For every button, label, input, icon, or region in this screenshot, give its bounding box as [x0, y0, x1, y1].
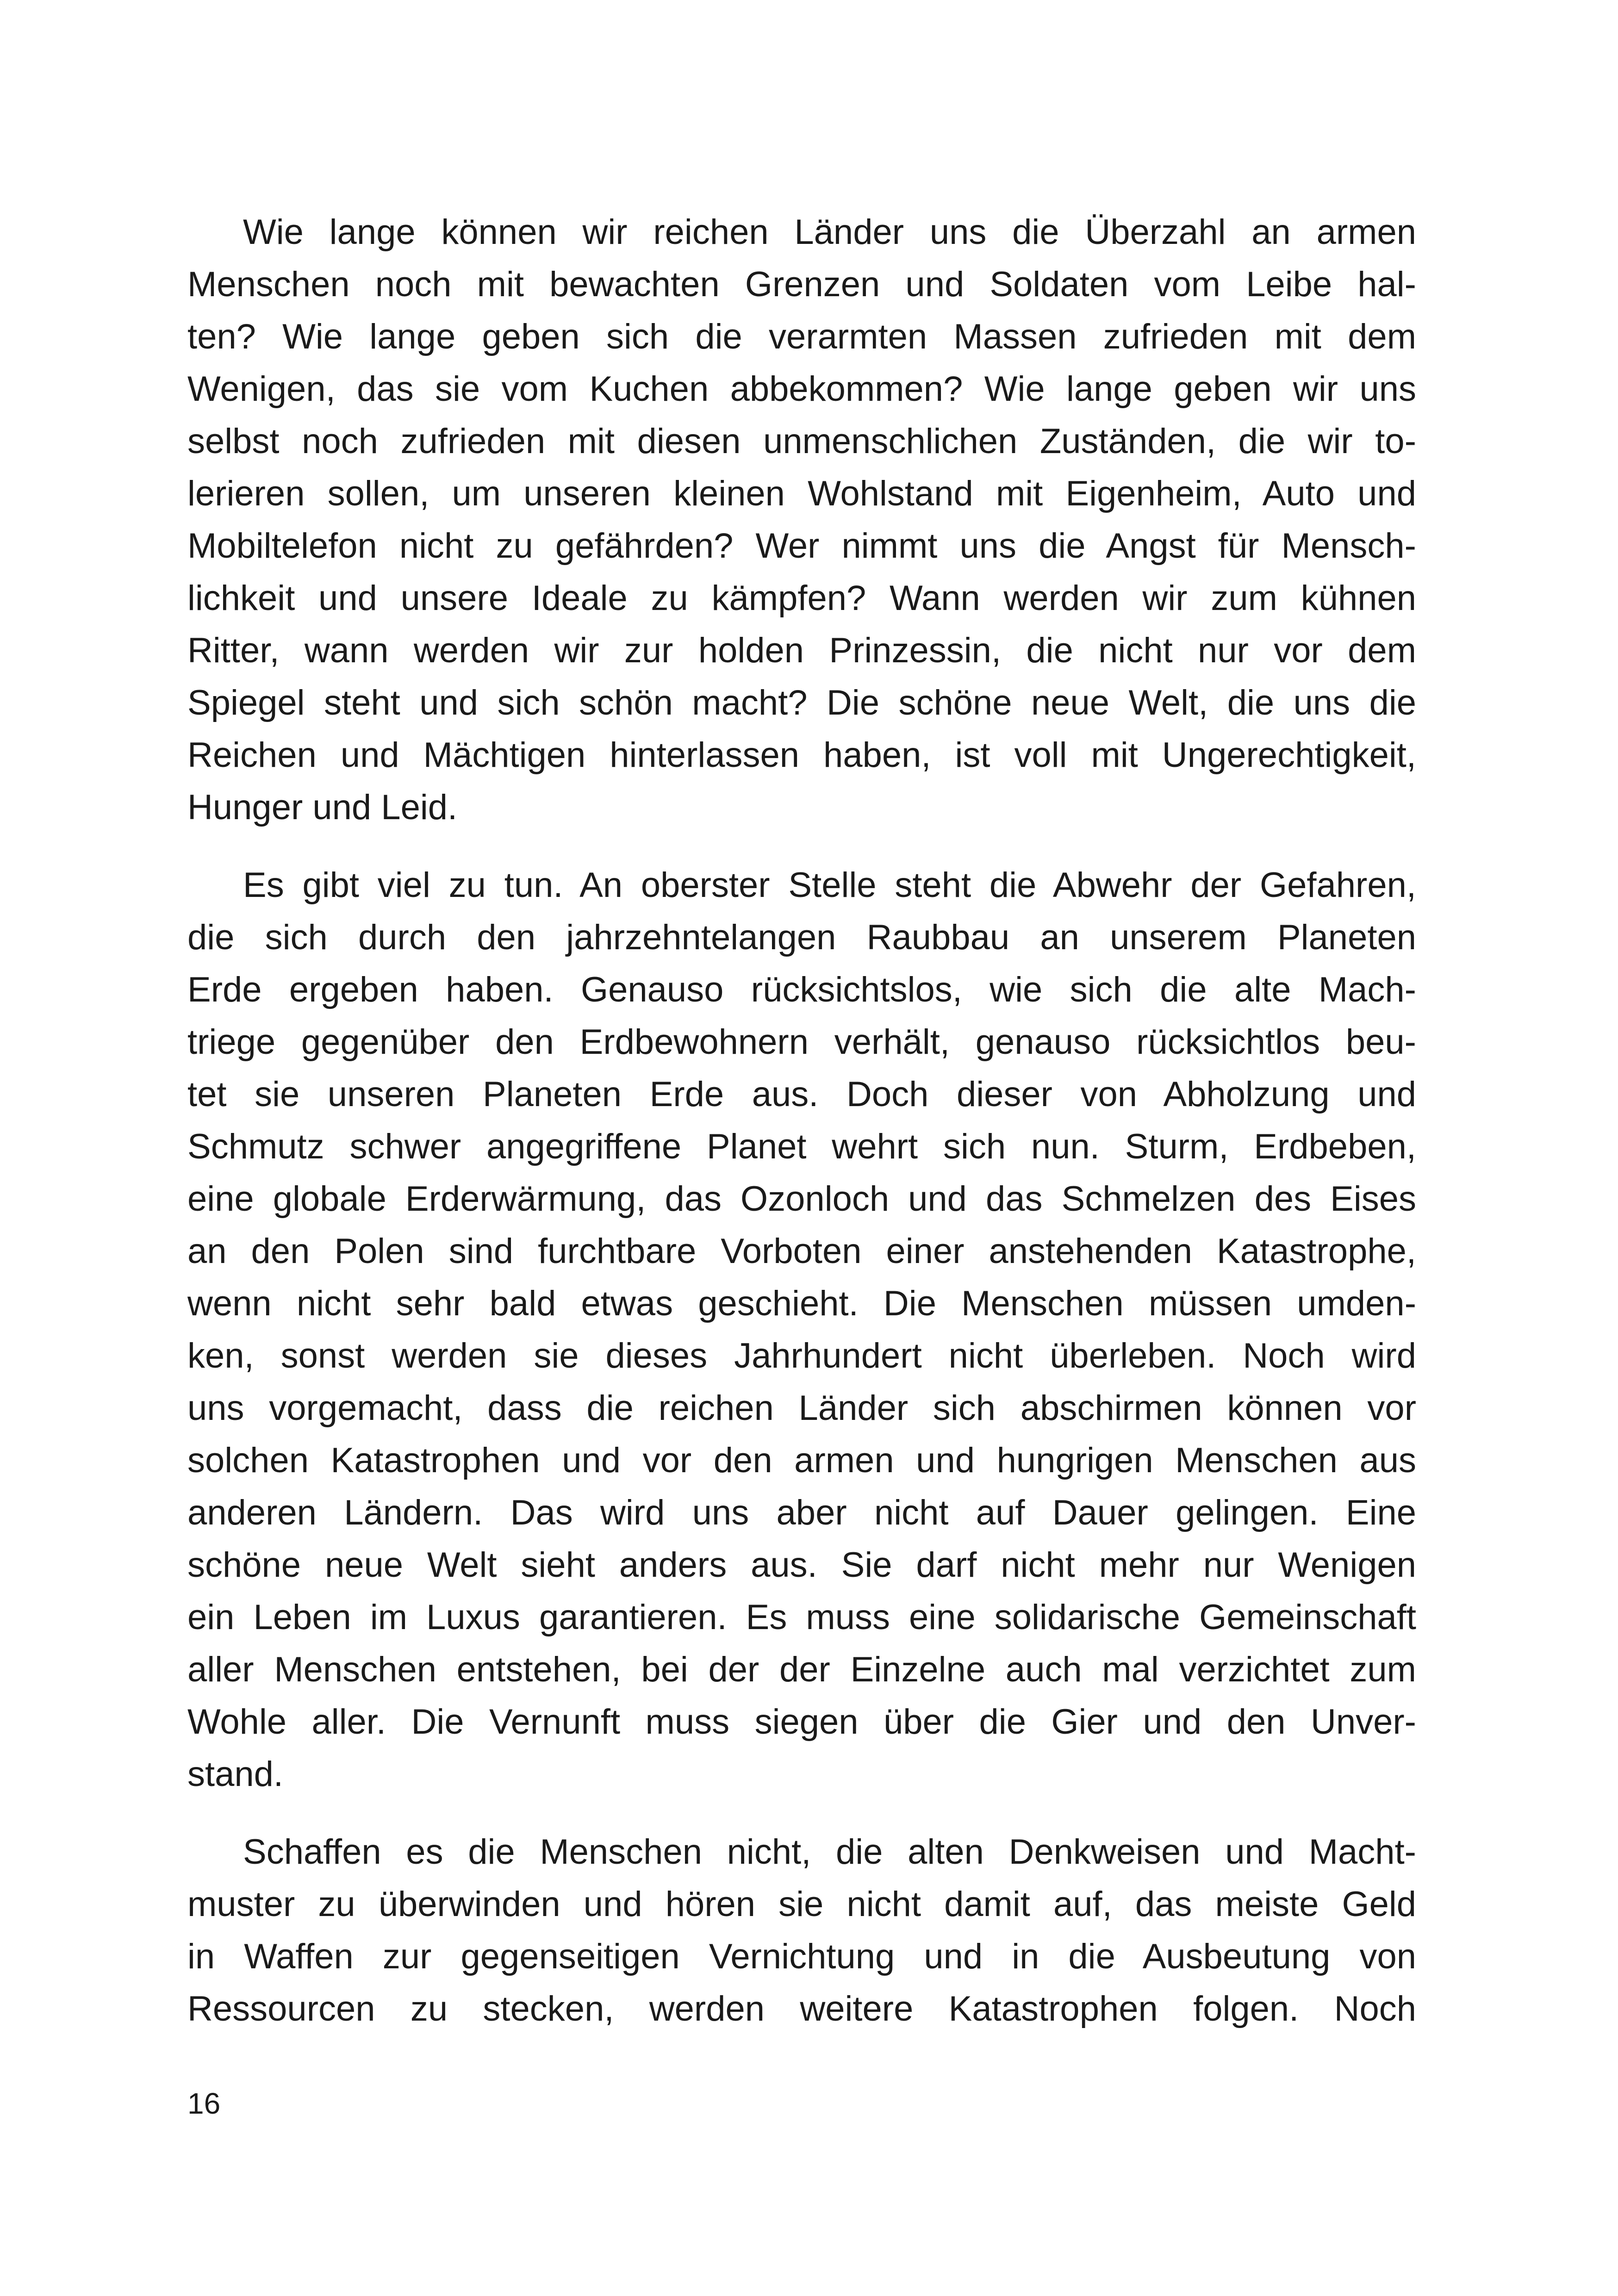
text-line: Menschen noch mit bewachten Grenzen und Soldaten vom Leibe hal- — [187, 265, 1416, 304]
paragraph — [187, 859, 1416, 1800]
text-line: Ritter, wann werden wir zur holden Prinzessin, die nicht nur vor dem — [187, 631, 1416, 670]
text-line: die sich durch den jahrzehntelangen Raubbau an unserem Planeten — [187, 918, 1416, 957]
text-line: Erde ergeben haben. Genauso rücksichtslos, wie sich die alte Mach- — [187, 970, 1416, 1009]
text-line: Schaffen es die Menschen nicht, die alten Denkweisen und Macht- — [243, 1832, 1416, 1872]
text-line: Hunger und Leid. — [187, 788, 458, 827]
text-line: Spiegel steht und sich schön macht? Die schöne neue Welt, die uns die — [187, 683, 1416, 722]
page-number: 16 — [187, 2087, 221, 2120]
text-line: stand. — [187, 1755, 284, 1794]
text-line: Wie lange können wir reichen Länder uns die Überzahl an armen — [243, 212, 1416, 252]
paragraph — [187, 206, 1416, 834]
text-line: Wohle aller. Die Vernunft muss siegen über die Gier und den Unver- — [187, 1702, 1416, 1742]
text-line: muster zu überwinden und hören sie nicht damit auf, das meiste Geld — [187, 1885, 1416, 1924]
text-line: wenn nicht sehr bald etwas geschieht. Die Menschen müssen umden- — [187, 1284, 1416, 1323]
text-line: selbst noch zufrieden mit diesen unmenschlichen Zuständen, die wir to- — [187, 422, 1416, 461]
text-line: Ressourcen zu stecken, werden weitere Katastrophen folgen. Noch — [187, 1989, 1416, 2028]
text-line: Schmutz schwer angegriffene Planet wehrt sich nun. Sturm, Erdbeben, — [187, 1127, 1416, 1166]
text-line: in Waffen zur gegenseitigen Vernichtung und in die Ausbeutung von — [187, 1937, 1416, 1976]
text-line: an den Polen sind furchtbare Vorboten einer anstehenden Katastrophe, — [187, 1232, 1416, 1271]
text-line: Wenigen, das sie vom Kuchen abbekommen? Wie lange geben wir uns — [187, 369, 1416, 409]
text-line: anderen Ländern. Das wird uns aber nicht auf Dauer gelingen. Eine — [187, 1493, 1416, 1532]
body-text — [187, 206, 1416, 2035]
text-line: solchen Katastrophen und vor den armen und hungrigen Menschen aus — [187, 1441, 1416, 1480]
text-line: aller Menschen entstehen, bei der der Einzelne auch mal verzichtet zum — [187, 1650, 1416, 1689]
text-line: eine globale Erderwärmung, das Ozonloch und das Schmelzen des Eises — [187, 1179, 1416, 1219]
text-line: lerieren sollen, um unseren kleinen Wohlstand mit Eigenheim, Auto und — [187, 474, 1416, 513]
text-line: ken, sonst werden sie dieses Jahrhundert nicht überleben. Noch wird — [187, 1336, 1416, 1375]
text-line: Reichen und Mächtigen hinterlassen haben, ist voll mit Ungerechtigkeit, — [187, 735, 1416, 775]
text-line: triege gegenüber den Erdbewohnern verhält, genauso rücksichtlos beu- — [187, 1022, 1416, 1062]
text-line: ein Leben im Luxus garantieren. Es muss eine solidarische Gemeinschaft — [187, 1598, 1416, 1637]
text-line: Mobiltelefon nicht zu gefährden? Wer nimmt uns die Angst für Mensch- — [187, 526, 1416, 566]
text-line: Es gibt viel zu tun. An oberster Stelle steht die Abwehr der Gefahren, — [243, 865, 1416, 905]
paragraph — [187, 1826, 1416, 2035]
text-line: lichkeit und unsere Ideale zu kämpfen? Wann werden wir zum kühnen — [187, 579, 1416, 618]
text-line: schöne neue Welt sieht anders aus. Sie darf nicht mehr nur Wenigen — [187, 1545, 1416, 1585]
text-line: ten? Wie lange geben sich die verarmten Massen zufrieden mit dem — [187, 317, 1416, 356]
text-line: uns vorgemacht, dass die reichen Länder sich abschirmen können vor — [187, 1388, 1416, 1428]
text-line: tet sie unseren Planeten Erde aus. Doch dieser von Abholzung und — [187, 1075, 1416, 1114]
